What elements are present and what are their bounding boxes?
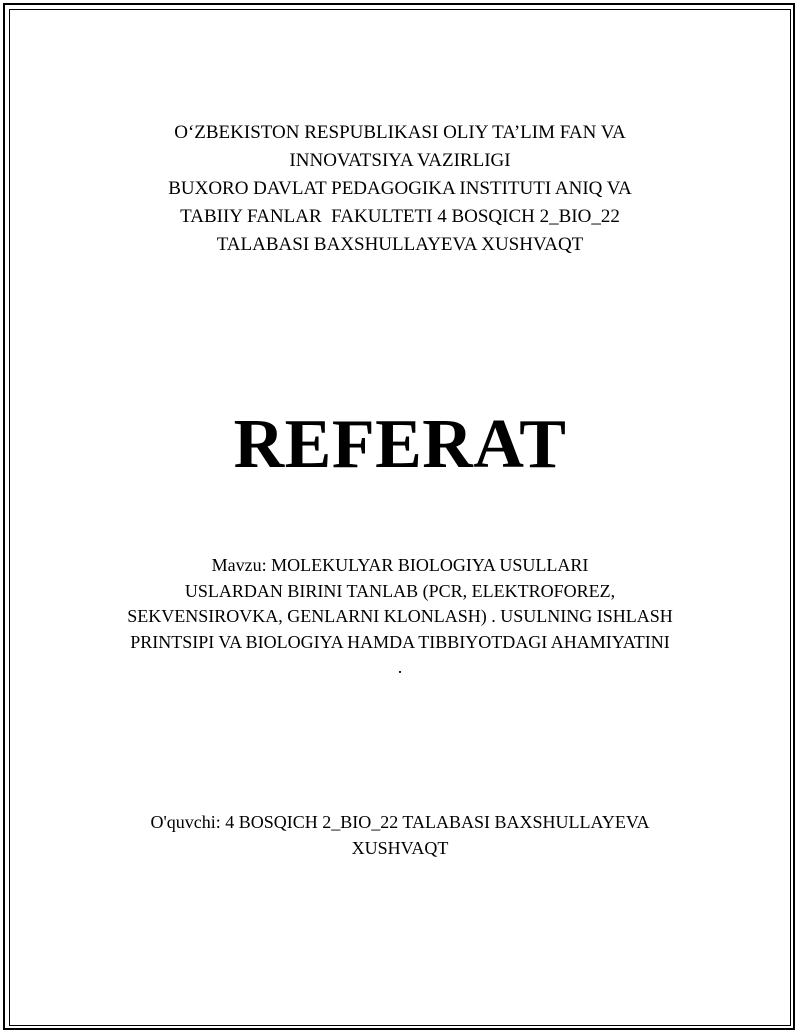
student-block [0, 810, 800, 861]
topic-block [0, 553, 800, 681]
topic-line: . [397, 657, 403, 677]
header-line: BUXORO DAVLAT PEDAGOGIKA INSTITUTI ANIQ VA [168, 178, 632, 199]
institution-header [0, 119, 800, 259]
student-line: O'quvchi: 4 BOSQICH 2_BIO_22 TALABASI BAXSHULLAYEVA [150, 812, 650, 832]
header-line: TALABASI BAXSHULLAYEVA XUSHVAQT [216, 234, 584, 255]
student-line: XUSHVAQT [351, 837, 449, 858]
header-line: TABIIY FANLAR FAKULTETI 4 BOSQICH 2_BIO_22 [180, 206, 620, 227]
topic-line: Mavzu: MOLEKULYAR BIOLOGIYA USULLARI [211, 555, 589, 575]
topic-line: SEKVENSIROVKA, GENLARNI KLONLASH) . USULNING ISHLASH [127, 606, 673, 626]
header-line: INNOVATSIYA VAZIRLIGI [289, 150, 511, 171]
header-line: O‘ZBEKISTON RESPUBLIKASI OLIY TA’LIM FAN VA [174, 122, 626, 143]
topic-line: PRINTSIPI VA BIOLOGIYA HAMDA TIBBIYOTDAGI AHAMIYATINI [130, 631, 670, 652]
topic-line: USLARDAN BIRINI TANLAB (PCR, ELEKTROFOREZ, [184, 580, 616, 601]
document-title: REFERAT [233, 406, 567, 483]
